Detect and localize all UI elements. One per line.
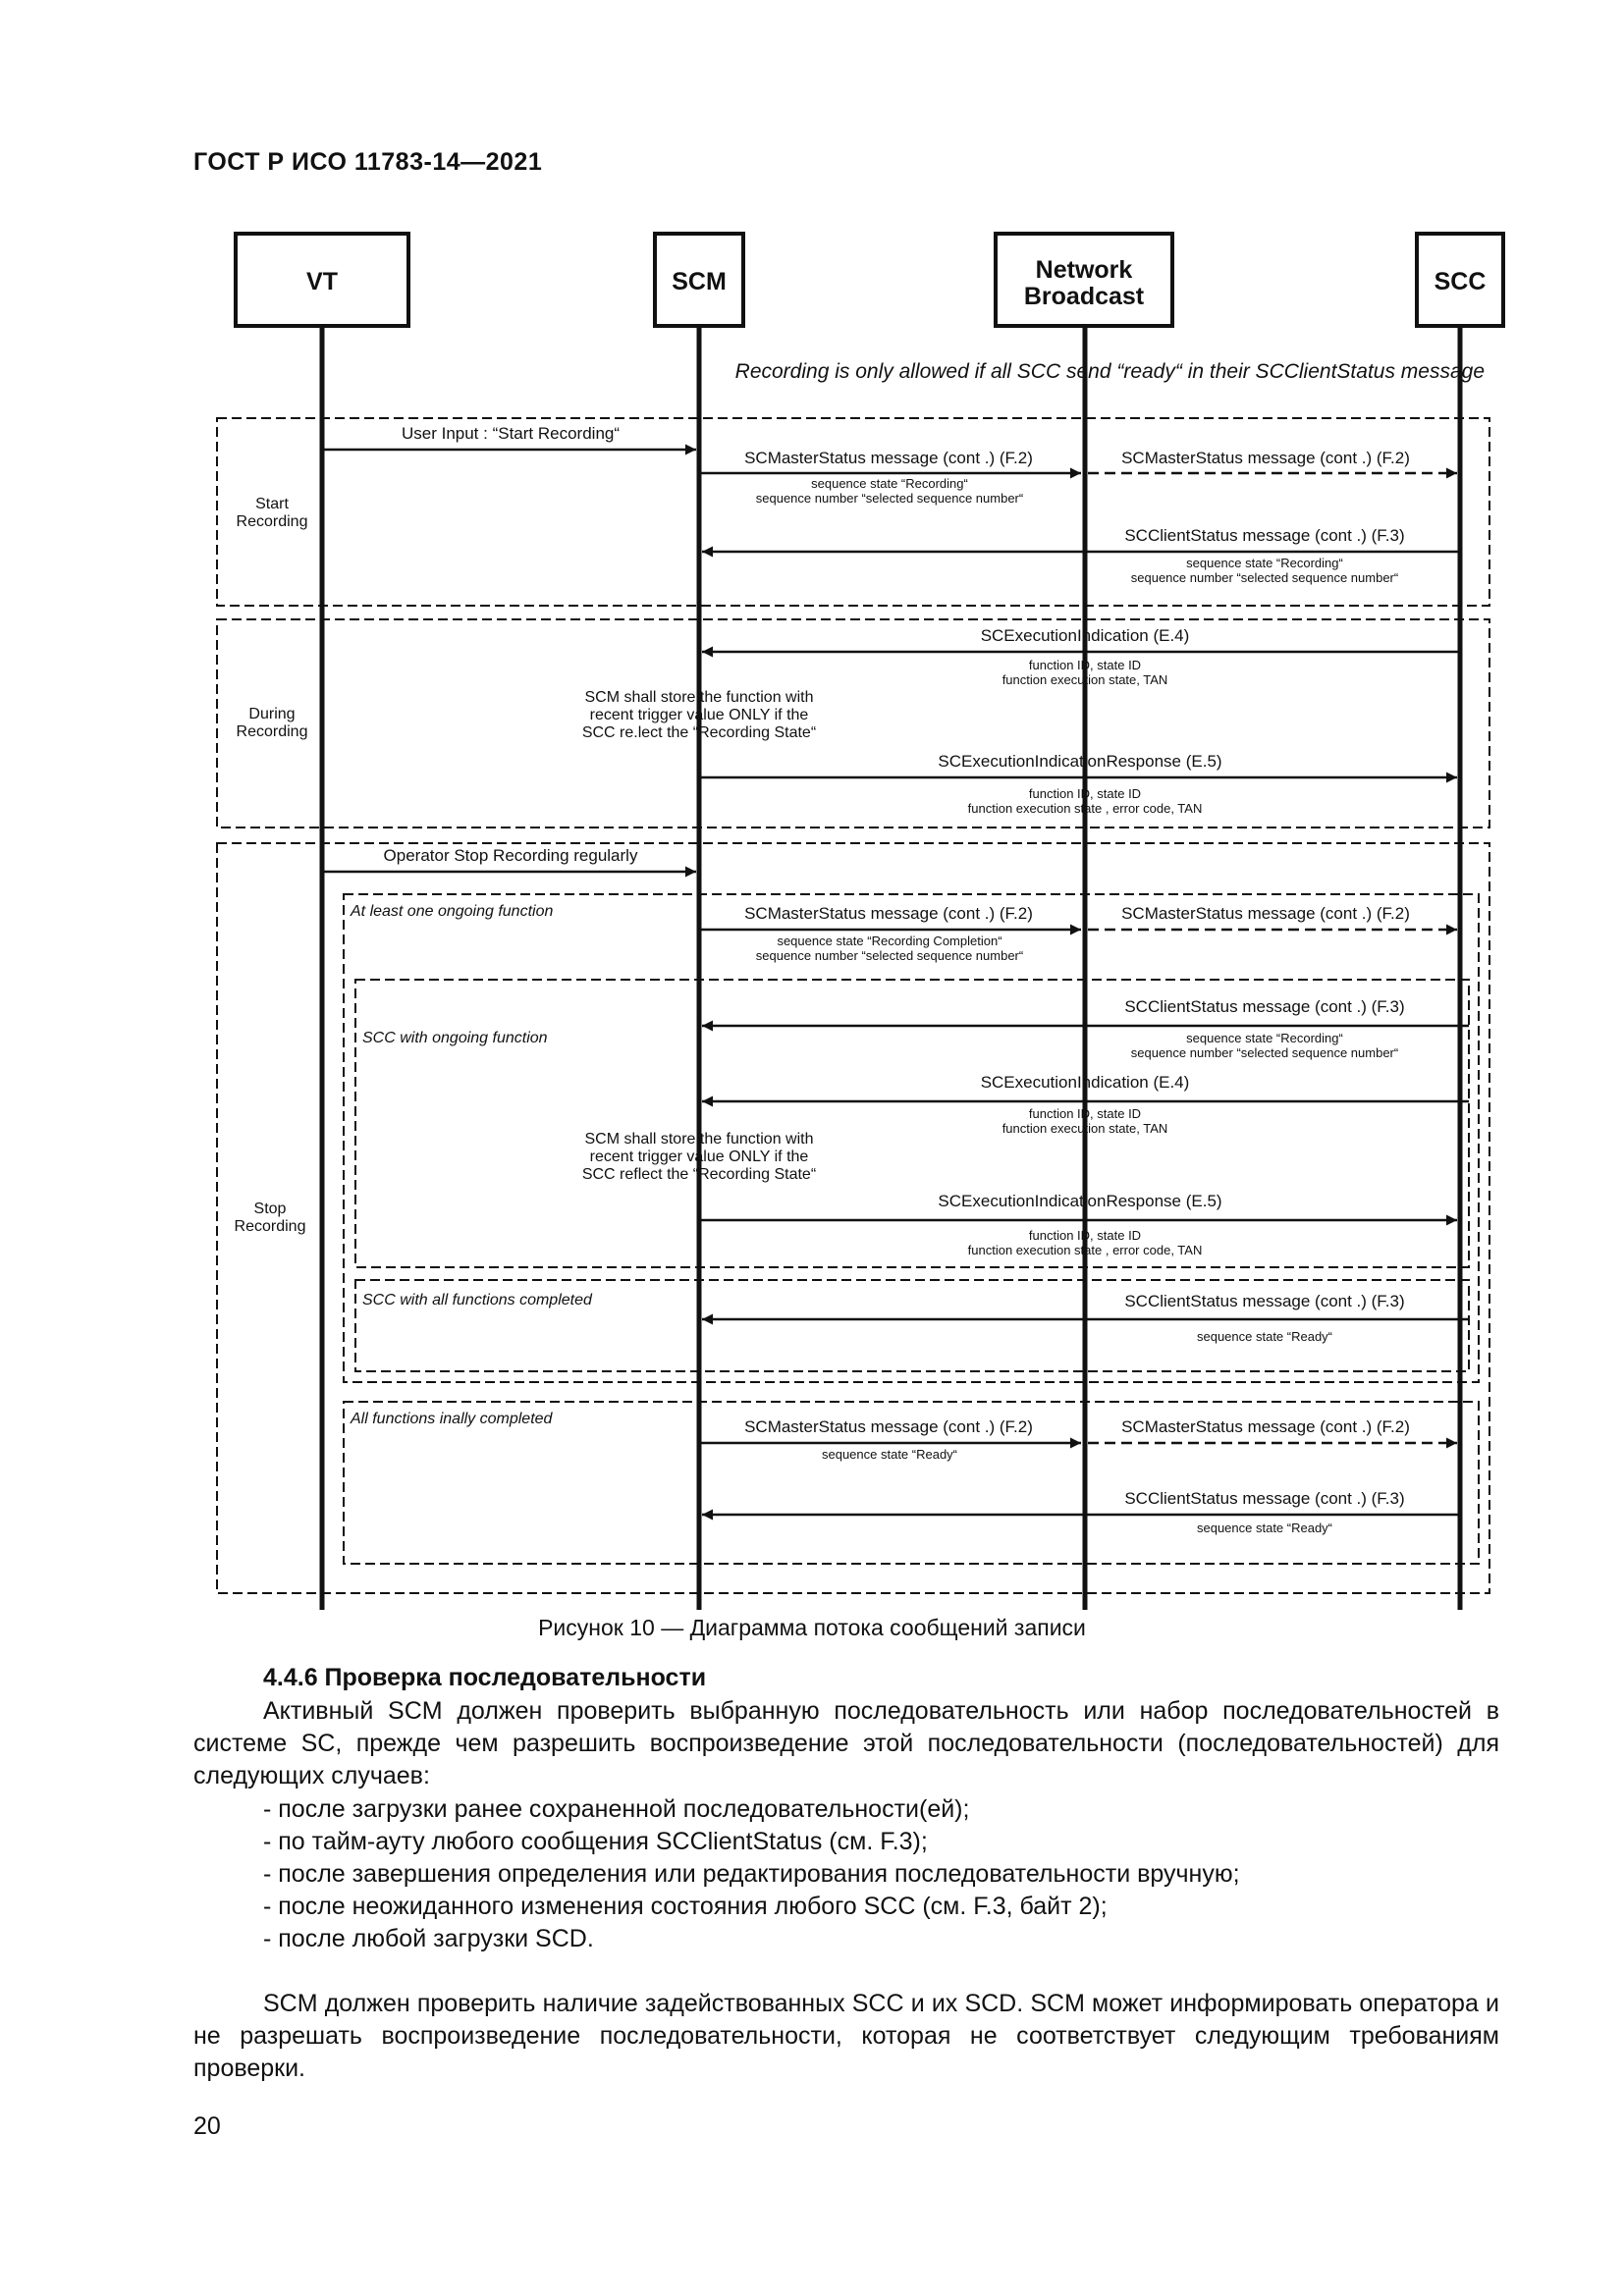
paragraph-2 [193,1988,1499,2085]
msg-exec-ind-2-detail: function ID, state ID function execution state, TAN [1001,1106,1168,1136]
frame-label-at-least-one: At least one ongoing function [351,903,554,920]
paragraph-1 [193,1695,1499,1792]
bullet-item: - по тайм-ауту любого сообщения SCClientStatus (см. F.3); [263,1828,928,1855]
msg-client-1: SCClientStatus message (cont .) (F.3) [1124,526,1405,545]
lifeline-label-vt: VT [306,268,338,295]
msg-exec-ind-2: SCExecutionIndication (E.4) [980,1073,1190,1092]
msg-client-4: SCClientStatus message (cont .) (F.3) [1124,1489,1405,1508]
bullet-list [263,1793,1240,1955]
lifeline-label-network-broadcast: Network Broadcast [1023,256,1145,310]
msg-master-3-detail: sequence state “Ready“ [821,1447,958,1462]
msg-master-2-detail: sequence state “Recording Completion“ sequence number “selected sequence number“ [755,934,1024,963]
bullet-item: - после завершения определения или редактирования последовательности вручную; [263,1860,1240,1888]
precondition-note: Recording is only allowed if all SCC send “ready“ in their SCClientStatus message [734,360,1485,383]
frame-scc-ongoing-function [355,980,1469,1267]
msg-master-3-broadcast: SCMasterStatus message (cont .) (F.2) [1121,1417,1410,1436]
figure-caption: Рисунок 10 — Диаграмма потока сообщений записи [538,1615,1086,1640]
msg-exec-ind-1-detail: function ID, state ID function execution state, TAN [1001,658,1168,687]
msg-user-input: User Input : “Start Recording“ [401,424,621,443]
msg-client-4-detail: sequence state “Ready“ [1196,1521,1333,1535]
msg-stop-input: Operator Stop Recording regularly [383,846,638,865]
msg-exec-resp-2: SCExecutionIndicationResponse (E.5) [938,1192,1222,1210]
section-title: 4.4.6 Проверка последовательности [263,1664,707,1691]
paragraph-2-text: SCM должен проверить наличие задействованных SCC и их SCD. SCM может информировать оператора и не разрешать воспроизведение последовательности, которая не соответствует следующим требованиям проверки. [193,1990,1499,2082]
paragraph-1-text: Активный SCM должен проверить выбранную последовательность или набор последовательностей в системе SC, прежде чем разрешить воспроизведение этой последовательности (последовательностей) для следующих случаев: [193,1697,1499,1789]
page-number: 20 [193,2112,221,2140]
msg-master-1: SCMasterStatus message (cont .) (F.2) [744,449,1033,467]
bullet-item: - после любой загрузки SCD. [263,1925,594,1952]
msg-client-3: SCClientStatus message (cont .) (F.3) [1124,1292,1405,1310]
frame-label-stop-recording: Stop Recording [234,1201,306,1235]
frame-label-during-recording: During Recording [236,706,308,740]
frame-label-all-completed: All functions inally completed [351,1411,553,1427]
msg-master-1-broadcast: SCMasterStatus message (cont .) (F.2) [1121,449,1410,467]
msg-exec-ind-1: SCExecutionIndication (E.4) [980,626,1190,645]
msg-master-2-broadcast: SCMasterStatus message (cont .) (F.2) [1121,904,1410,923]
frame-label-scc-completed: SCC with all functions completed [362,1292,592,1308]
note-store-function-1: SCM shall store the function with recent trigger value ONLY if the SCC re.lect the “Recording State“ [581,689,817,741]
bullet-item: - после неожиданного изменения состояния любого SCC (см. F.3, байт 2); [263,1893,1108,1920]
msg-master-3: SCMasterStatus message (cont .) (F.2) [744,1417,1033,1436]
msg-exec-resp-2-detail: function ID, state ID function execution state , error code, TAN [967,1228,1203,1257]
msg-exec-resp-1: SCExecutionIndicationResponse (E.5) [938,752,1222,771]
msg-master-2: SCMasterStatus message (cont .) (F.2) [744,904,1033,923]
note-store-function-2: SCM shall store the function with recent trigger value ONLY if the SCC reflect the “Recording State“ [581,1131,817,1183]
lifeline-label-scc: SCC [1434,268,1487,295]
msg-client-2: SCClientStatus message (cont .) (F.3) [1124,997,1405,1016]
msg-client-2-detail: sequence state “Recording“ sequence number “selected sequence number“ [1130,1031,1399,1060]
msg-client-1-detail: sequence state “Recording“ sequence number “selected sequence number“ [1130,556,1399,585]
msg-client-3-detail: sequence state “Ready“ [1196,1329,1333,1344]
bullet-item: - после загрузки ранее сохраненной последовательности(ей); [263,1795,970,1823]
msg-master-1-detail: sequence state “Recording“ sequence number “selected sequence number“ [755,476,1024,506]
document-header: ГОСТ Р ИСО 11783-14—2021 [193,148,543,176]
frame-label-scc-ongoing: SCC with ongoing function [362,1030,548,1046]
frame-label-start-recording: Start Recording [236,496,308,530]
msg-exec-resp-1-detail: function ID, state ID function execution state , error code, TAN [967,786,1203,816]
lifeline-label-scm: SCM [672,268,727,295]
